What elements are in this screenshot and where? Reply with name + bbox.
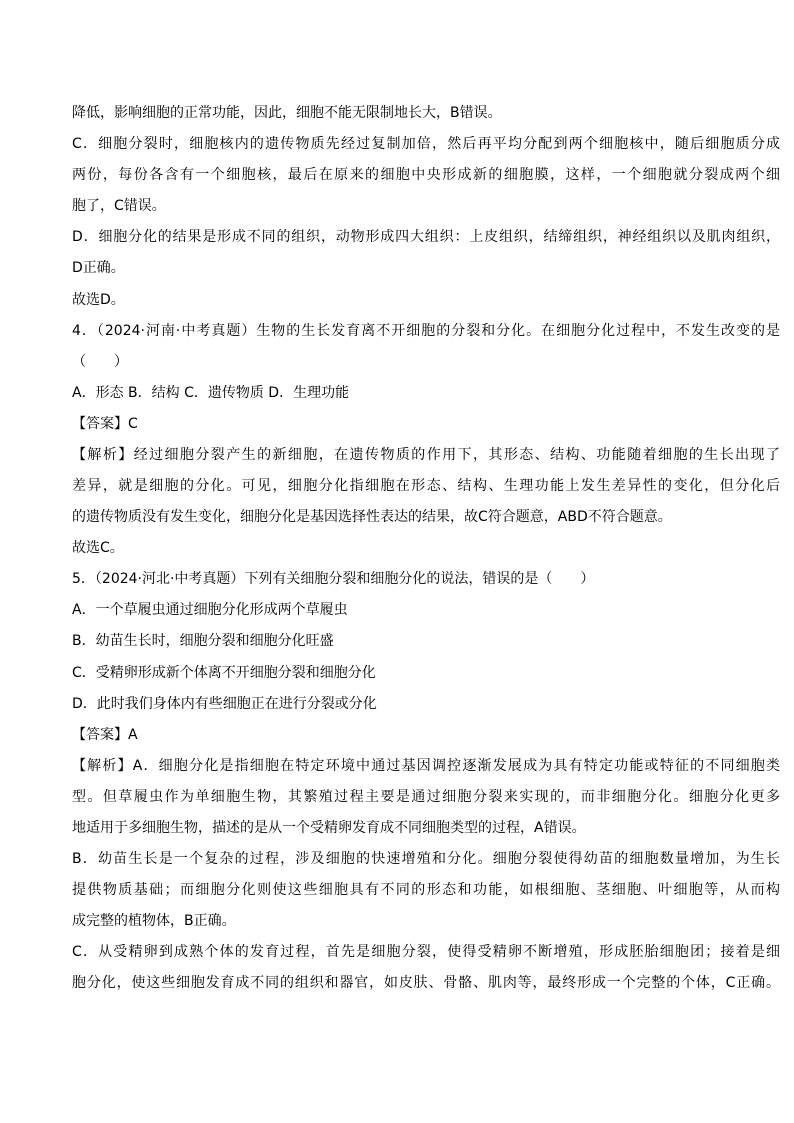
- analysis-line: 【解析】A．细胞分化是指细胞在特定环境中通过基因调控逐渐发展成为具有特定功能或特征的不同细胞类: [72, 758, 780, 774]
- analysis-line: B．幼苗生长是一个复杂的过程，涉及细胞的快速增殖和分化。细胞分裂使得幼苗的细胞数量增加，为生长: [72, 851, 780, 867]
- text-line: D正确。: [72, 260, 125, 276]
- analysis-line: 的遗传物质没有发生变化，细胞分化是基因选择性表达的结果，故C符合题意，ABD不符合题意。: [72, 509, 672, 525]
- question-4-options: A．形态 B．结构 C．遗传物质 D．生理功能: [72, 385, 350, 401]
- answer-label: 【答案】C: [72, 416, 138, 432]
- text-line: 两份，每份各含有一个细胞核，最后在原来的细胞中央形成新的细胞膜，这样，一个细胞就分裂成两个细: [72, 167, 780, 183]
- analysis-line: C．从受精卵到成熟个体的发育过程，首先是细胞分裂，使得受精卵不断增殖，形成胚胎细胞团；接着是细: [72, 944, 780, 960]
- text-line: 故选D。: [72, 292, 125, 308]
- question-5-option-c: C．受精卵形成新个体离不开细胞分裂和细胞分化: [72, 665, 376, 681]
- analysis-line: 胞分化，使这些细胞发育成不同的组织和器官，如皮肤、骨骼、肌肉等，最终形成一个完整的个体，C正确。: [72, 975, 780, 991]
- text-line: 降低，影响细胞的正常功能，因此，细胞不能无限制地长大，B错误。: [72, 105, 502, 121]
- analysis-line: 差异，就是细胞的分化。可见，细胞分化指细胞在形态、结构、生理功能上发生差异性的变化，但分化后: [72, 478, 780, 494]
- analysis-line: 型。但草履虫作为单细胞生物，其繁殖过程主要是通过细胞分裂来实现的，而非细胞分化。细胞分化更多: [72, 789, 780, 805]
- analysis-line: 提供物质基础；而细胞分化则使这些细胞具有不同的形态和功能，如根细胞、茎细胞、叶细胞等，从而构: [72, 882, 780, 898]
- analysis-line: 地适用于多细胞生物，描述的是从一个受精卵发育成不同细胞类型的过程，A错误。: [72, 820, 586, 836]
- question-5-option-a: A．一个草履虫通过细胞分化形成两个草履虫: [72, 602, 348, 618]
- text-line: D．细胞分化的结果是形成不同的组织，动物形成四大组织：上皮组织，结缔组织，神经组织以及肌肉组织，: [72, 229, 780, 245]
- question-4-stem: 4．（2024·河南·中考真题）生物的生长发育离不开细胞的分裂和分化。在细胞分化过程中，不发生改变的是: [72, 323, 780, 339]
- question-4-blank: （ ）: [72, 354, 128, 370]
- question-5-stem: 5．（2024·河北·中考真题）下列有关细胞分裂和细胞分化的说法，错误的是（ ）: [72, 571, 595, 587]
- text-line: 故选C。: [72, 540, 124, 556]
- question-5-option-b: B．幼苗生长时，细胞分裂和细胞分化旺盛: [72, 633, 334, 649]
- analysis-line: 成完整的植物体，B正确。: [72, 913, 236, 929]
- text-line: C．细胞分裂时，细胞核内的遗传物质先经过复制加倍，然后再平均分配到两个细胞核中，随后细胞质分成: [72, 136, 780, 152]
- answer-label: 【答案】A: [72, 727, 138, 743]
- question-5-option-d: D．此时我们身体内有些细胞正在进行分裂或分化: [72, 696, 377, 712]
- analysis-line: 【解析】经过细胞分裂产生的新细胞，在遗传物质的作用下，其形态、结构、功能随着细胞的生长出现了: [72, 447, 780, 463]
- text-line: 胞了，C错误。: [72, 198, 166, 214]
